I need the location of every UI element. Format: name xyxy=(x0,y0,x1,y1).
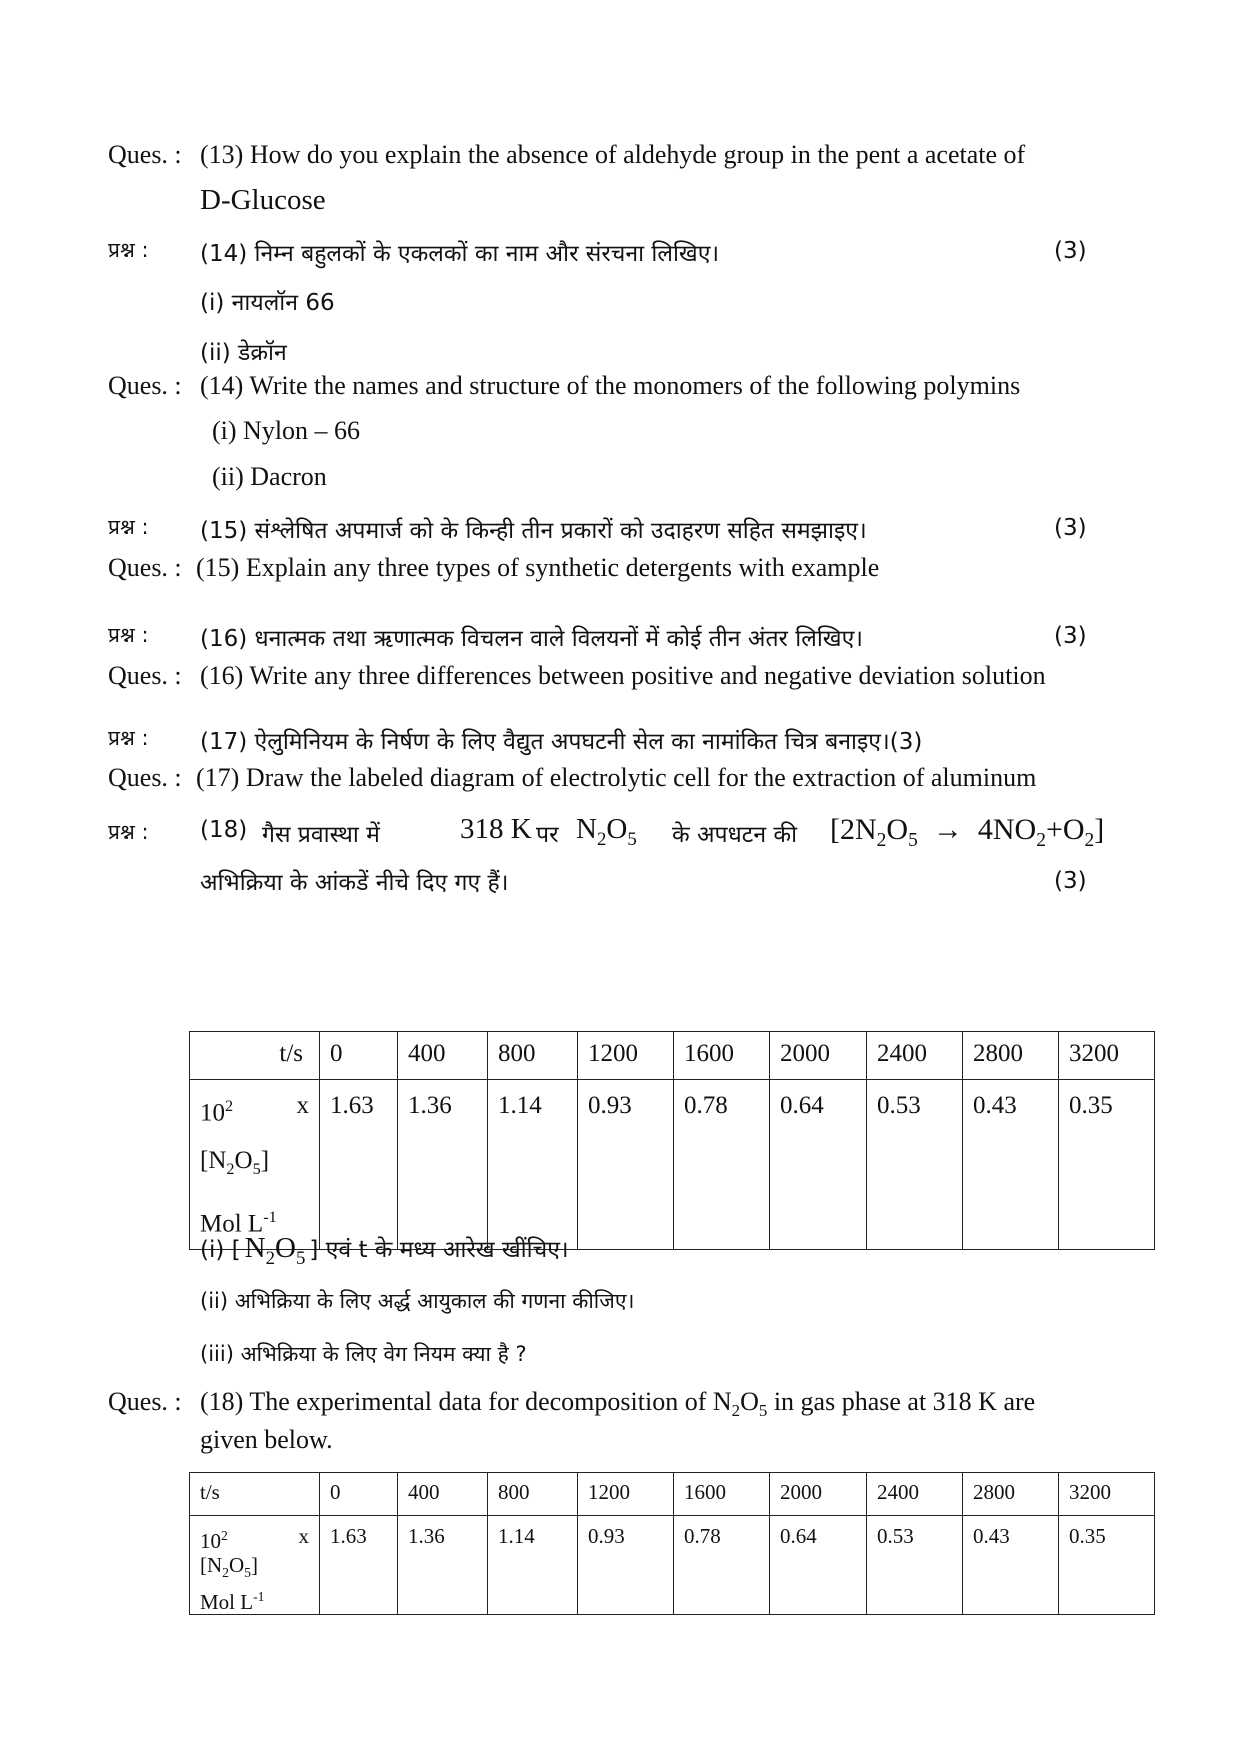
q18-hi-t3: के अपधटन की xyxy=(672,822,798,848)
question-prefix-hi: प्रश्न : xyxy=(108,623,149,647)
q15-marks: (3) xyxy=(1054,515,1087,541)
q18-hi-line2: अभिक्रिया के आंकडें नीचे दिए गए हैं। xyxy=(200,870,509,896)
q18-sub-ii: (ii) अभिक्रिया के लिए अर्द्ध आयुकाल की गणना कीजिए। xyxy=(200,1289,635,1313)
table-value-row xyxy=(190,1516,1155,1615)
time-header: t/s xyxy=(190,1473,320,1516)
time-cell: 1200 xyxy=(578,1032,674,1080)
q18-sub-iii: (iii) अभिक्रिया के लिए वेग नियम क्या है ? xyxy=(200,1342,527,1366)
time-cell: 800 xyxy=(488,1032,578,1080)
q16-en-text: (16) Write any three differences between positive and negative deviation solution xyxy=(200,661,1046,690)
time-cell: 1600 xyxy=(674,1032,770,1080)
value-cell: 0.43 xyxy=(963,1516,1059,1615)
value-cell: 0.64 xyxy=(770,1516,867,1615)
value-cell: 1.63 xyxy=(320,1080,398,1250)
value-cell: 1.36 xyxy=(398,1080,488,1250)
table-header-row xyxy=(190,1032,1155,1080)
q16-marks: (3) xyxy=(1054,623,1087,649)
time-cell: 0 xyxy=(320,1032,398,1080)
q18-hi-line1 xyxy=(0,810,1241,854)
value-cell: 0.78 xyxy=(674,1080,770,1250)
q18-sub-i: (i) [ $N_2O_5$ ] एवं t के मध्य आरेख खींचिए। xyxy=(200,1232,569,1269)
time-cell: 2400 xyxy=(867,1032,963,1080)
value-cell: 1.36 xyxy=(398,1516,488,1615)
question-prefix-hi: प्रश्न : xyxy=(108,726,149,750)
value-cell: 0.35 xyxy=(1059,1080,1155,1250)
time-cell: 2000 xyxy=(770,1032,867,1080)
question-prefix: Ques. : xyxy=(108,763,182,792)
q16-hi-text: (16) धनात्मक तथा ऋणात्मक विचलन वाले विलयनों में कोई तीन अंतर लिखिए। xyxy=(200,626,864,652)
question-prefix-hi: प्रश्न : xyxy=(108,820,149,844)
question-prefix: Ques. : xyxy=(108,661,182,690)
value-cell: 0.93 xyxy=(578,1516,674,1615)
q14-en-text: (14) Write the names and structure of the monomers of the following polymins xyxy=(200,371,1021,400)
q17-en-text: (17) Draw the labeled diagram of electrolytic cell for the extraction of aluminum xyxy=(196,763,1037,792)
data-table-hindi xyxy=(189,1031,1155,1250)
q14-en-item1: (i) Nylon – 66 xyxy=(212,416,361,445)
q14-en-item2: (ii) Dacron xyxy=(212,462,327,491)
question-prefix-hi: प्रश्न : xyxy=(108,515,149,539)
formula-n2o5: $N_2O_5$ xyxy=(576,813,637,850)
question-prefix-hi: प्रश्न : xyxy=(108,238,149,262)
q15-hi-text: (15) संश्लेषित अपमार्ज को के किन्ही तीन प्रकारों को उदाहरण सहित समझाइए। xyxy=(200,518,867,544)
time-cell: 2800 xyxy=(963,1032,1059,1080)
value-cell: 0.35 xyxy=(1059,1516,1155,1615)
question-prefix: Ques. : xyxy=(108,1387,182,1416)
time-cell: 2800 xyxy=(963,1473,1059,1516)
table-header-row xyxy=(190,1473,1155,1516)
question-prefix: Ques. : xyxy=(108,553,182,582)
value-cell: 1.14 xyxy=(488,1516,578,1615)
time-header: t/s xyxy=(190,1032,320,1080)
q18-hi-num: (18) xyxy=(200,817,248,843)
time-cell: 800 xyxy=(488,1473,578,1516)
value-cell: 0.78 xyxy=(674,1516,770,1615)
value-cell: 1.63 xyxy=(320,1516,398,1615)
q13-text: (13) How do you explain the absence of aldehyde group in the pent a acetate of xyxy=(200,140,1026,169)
q18-hi-t1: गैस प्रवास्था में xyxy=(262,822,380,848)
q13-text-cont: D-Glucose xyxy=(200,184,326,216)
value-cell: 1.14 xyxy=(488,1080,578,1250)
q15-en-text: (15) Explain any three types of synthetic detergents with example xyxy=(196,553,880,582)
row-label: $10^2$ x $[N_2O_5]$ Mol $L^{-1}$ xyxy=(190,1516,320,1615)
q14-hi-item1: (i) नायलॉन 66 xyxy=(200,290,335,316)
value-cell: 0.53 xyxy=(867,1080,963,1250)
q18-en-line2: given below. xyxy=(200,1425,333,1454)
q17-hi-text: (17) ऐलुमिनियम के निर्षण के लिए वैद्युत अपघटनी सेल का नामांकित चित्र बनाइए।(3) xyxy=(200,729,923,755)
time-cell: 2000 xyxy=(770,1473,867,1516)
data-table-english xyxy=(189,1472,1155,1615)
time-cell: 0 xyxy=(320,1473,398,1516)
q18-temp: 318 K xyxy=(460,813,532,845)
question-prefix: Ques. : xyxy=(108,140,182,169)
q14-marks: (3) xyxy=(1054,238,1087,264)
table-value-row xyxy=(190,1080,1155,1250)
q18-en-text: (18) The experimental data for decomposition of $N_2O_5$ in gas phase at 318 K are xyxy=(200,1387,1036,1421)
value-cell: 0.43 xyxy=(963,1080,1059,1250)
question-prefix: Ques. : xyxy=(108,371,182,400)
value-cell: 0.93 xyxy=(578,1080,674,1250)
time-cell: 3200 xyxy=(1059,1473,1155,1516)
reaction-equation: $[2N_2O_5 \to 4NO_2+O_2]$ xyxy=(830,813,1105,851)
time-cell: 3200 xyxy=(1059,1032,1155,1080)
q18-marks: (3) xyxy=(1054,868,1087,894)
time-cell: 1200 xyxy=(578,1473,674,1516)
value-cell: 0.64 xyxy=(770,1080,867,1250)
q14-hi-text: (14) निम्न बहुलकों के एकलकों का नाम और संरचना लिखिए। xyxy=(200,241,720,267)
q18-hi-t2: पर xyxy=(536,822,559,848)
row-label: $10^2$ x $[N_2O_5]$ Mol $L^{-1}$ xyxy=(190,1080,320,1250)
q14-hi-item2: (ii) डेक्रॉन xyxy=(200,340,287,366)
time-cell: 400 xyxy=(398,1473,488,1516)
value-cell: 0.53 xyxy=(867,1516,963,1615)
time-cell: 2400 xyxy=(867,1473,963,1516)
time-cell: 1600 xyxy=(674,1473,770,1516)
time-cell: 400 xyxy=(398,1032,488,1080)
